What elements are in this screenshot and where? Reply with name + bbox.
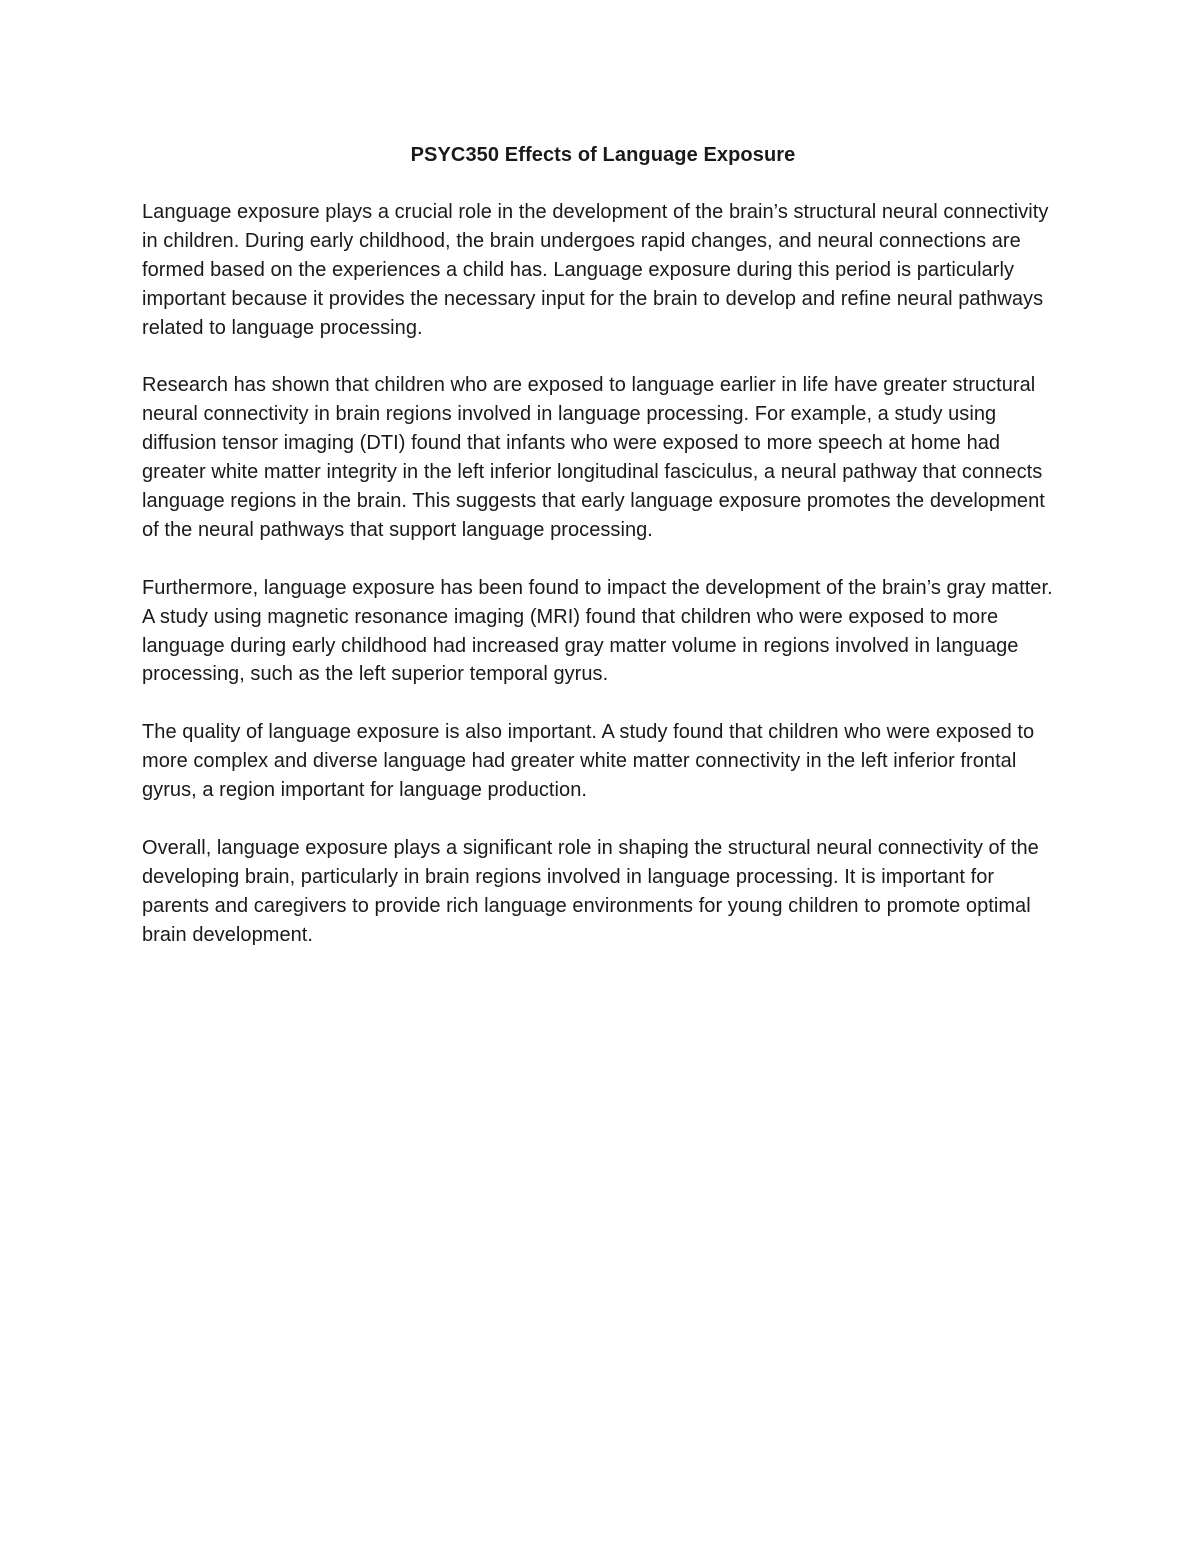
- document-title: PSYC350 Effects of Language Exposure: [410, 144, 796, 166]
- paragraph-quality: The quality of language exposure is also important. A study found that children who were exposed to more complex and diverse language had greater white matter connectivity in the left inferior frontal gyrus, a region important for language production.: [142, 721, 1035, 802]
- paragraph-research: Research has shown that children who are exposed to language earlier in life have greater structural neural connectivity in brain regions involved in language processing. For example, a study using diffusion tensor imaging (DTI) found that infants who were exposed to more speech at home had greater white matter integrity in the left inferior longitudinal fasciculus, a neural pathway that connects language regions in the brain. This suggests that early language exposure promotes the development of the neural pathways that support language processing.: [142, 374, 1045, 541]
- document-body: [142, 141, 1064, 978]
- paragraph-intro: Language exposure plays a crucial role in the development of the brain’s structural neural connectivity in children. During early childhood, the brain undergoes rapid changes, and neural connections are formed based on the experiences a child has. Language exposure during this period is particularly important because it provides the necessary input for the brain to develop and refine neural pathways related to language processing.: [142, 201, 1049, 339]
- paragraph-conclusion: Overall, language exposure plays a significant role in shaping the structural neural connectivity of the developing brain, particularly in brain regions involved in language processing. It is important for parents and caregivers to provide rich language environments for young children to promote optimal brain development.: [142, 836, 1039, 946]
- paragraph-gray-matter: Furthermore, language exposure has been found to impact the development of the brain’s gray matter. A study using magnetic resonance imaging (MRI) found that children who were exposed to more language during early childhood had increased gray matter volume in regions involved in language processing, such as the left superior temporal gyrus.: [142, 576, 1053, 686]
